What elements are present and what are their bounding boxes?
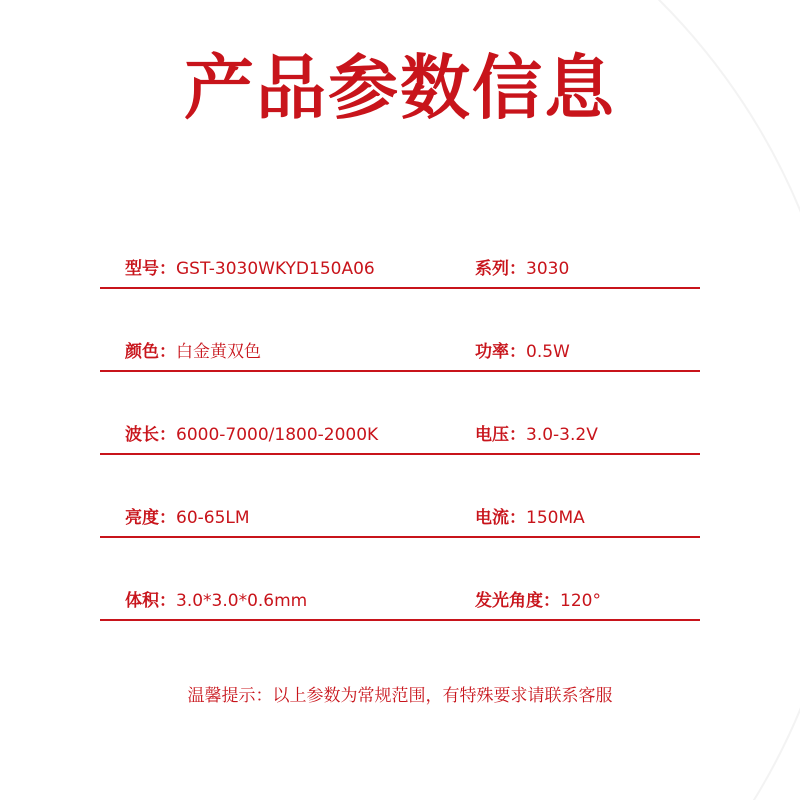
spec-label: 颜色： <box>125 342 176 362</box>
spec-size <box>100 582 473 621</box>
spec-row-model <box>100 250 700 333</box>
spec-value: 120° <box>560 591 601 611</box>
spec-value: 150MA <box>526 508 585 528</box>
spec-value: 3.0*3.0*0.6mm <box>176 591 308 611</box>
spec-series <box>473 250 700 289</box>
spec-table <box>100 250 700 665</box>
spec-power <box>473 333 700 372</box>
spec-value: GST-3030WKYD150A06 <box>176 259 375 279</box>
spec-value: 白金黄双色 <box>176 342 261 362</box>
spec-wavelength <box>100 416 473 455</box>
spec-label: 功率： <box>475 342 526 362</box>
spec-value: 3030 <box>526 259 570 279</box>
spec-label: 电压： <box>475 425 526 445</box>
spec-beam-angle <box>473 582 700 621</box>
spec-model <box>100 250 473 289</box>
spec-label: 体积： <box>125 591 176 611</box>
spec-value: 3.0-3.2V <box>526 425 598 445</box>
spec-row-color <box>100 333 700 416</box>
spec-label: 电流： <box>475 508 526 528</box>
spec-label: 系列： <box>475 259 526 279</box>
spec-brightness <box>100 499 473 538</box>
spec-color <box>100 333 473 372</box>
spec-label: 型号： <box>125 259 176 279</box>
spec-label: 波长： <box>125 425 176 445</box>
spec-row-size <box>100 582 700 665</box>
spec-label: 发光角度： <box>475 591 560 611</box>
spec-row-wavelength <box>100 416 700 499</box>
spec-row-brightness <box>100 499 700 582</box>
spec-value: 0.5W <box>526 342 570 362</box>
page-title: 产品参数信息 <box>184 47 616 129</box>
spec-voltage <box>473 416 700 455</box>
spec-label: 亮度： <box>125 508 176 528</box>
spec-value: 6000-7000/1800-2000K <box>176 425 379 445</box>
spec-value: 60-65LM <box>176 508 250 528</box>
spec-current <box>473 499 700 538</box>
footer-note: 温馨提示：以上参数为常规范围，有特殊要求请联系客服 <box>187 686 613 706</box>
